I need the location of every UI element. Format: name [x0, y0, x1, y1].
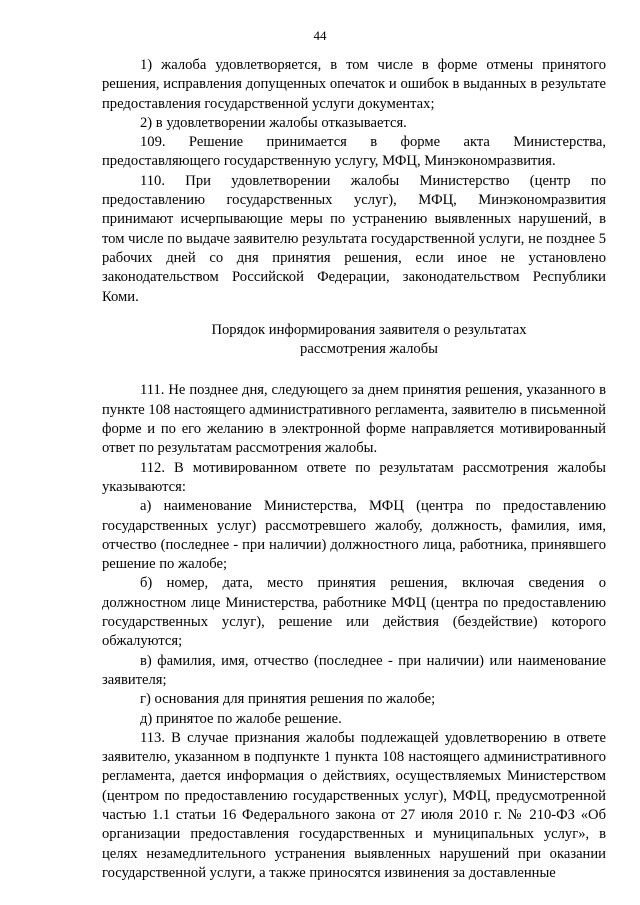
list-item-b: б) номер, дата, место принятия решения, включая сведения о должностном лице Министерства, работнике МФЦ (центра по предоставлению государственных услуг), решение или действия (бездействие) которого обжалуются;	[102, 575, 606, 650]
paragraph-109: 109. Решение принимается в форме акта Министерства, предоставляющего государственную услугу, МФЦ, Минэкономразвития.	[102, 134, 606, 170]
spacer	[102, 359, 606, 381]
paragraph-decision-satisfied: 1) жалоба удовлетворяется, в том числе в форме отмены принятого решения, исправления допущенных опечаток и ошибок в выданных в результате предоставления государственной услуги документах;	[102, 57, 606, 112]
paragraph-decision-refused: 2) в удовлетворении жалобы отказывается.	[140, 114, 407, 131]
page-number: 44	[313, 28, 327, 43]
paragraph-112: 112. В мотивированном ответе по результатам рассмотрения жалобы указываются:	[102, 459, 606, 495]
section-heading-line-2: рассмотрения жалобы	[300, 341, 438, 358]
list-item-a: а) наименование Министерства, МФЦ (центра по предоставлению государственных услуг) рассмотревшего жалобу, должность, фамилия, имя, отчество (последнее - при наличии) должностного лица, работника, принявшего решение по жалобе;	[102, 498, 606, 573]
list-item-v: в) фамилия, имя, отчество (последнее - при наличии) или наименование заявителя;	[102, 652, 606, 688]
list-item-g: г) основания для принятия решения по жалобе;	[140, 691, 436, 708]
section-heading	[102, 321, 606, 360]
list-item-d: д) принятое по жалобе решение.	[140, 710, 342, 727]
paragraph-110: 110. При удовлетворении жалобы Министерство (центр по предоставлению государственных услуг), МФЦ, Минэкономразвития принимают исчерпывающие меры по устранению выявленных нарушений, в том числе по выдаче заявителю результата государственной услуги, не позднее 5 рабочих дней со дня принятия решения, если иное не установлено законодательством Российской Федерации, законодательством Республики Коми.	[102, 172, 606, 305]
section-heading-line-1: Порядок информирования заявителя о результатах	[211, 321, 527, 338]
paragraph-111: 111. Не позднее дня, следующего за днем принятия решения, указанного в пункте 108 настоящего административного регламента, заявителю в письменной форме и по его желанию в электронной форме направляется мотивированный ответ по результатам рассмотрения жалобы.	[102, 382, 606, 457]
paragraph-113: 113. В случае признания жалобы подлежащей удовлетворению в ответе заявителю, указанном в подпункте 1 пункта 108 настоящего административного регламента, дается информация о действиях, осуществляемых Министерством (центром по предоставлению государственных услуг), МФЦ, предусмотренной частью 1.1 статьи 16 Федерального закона от 27 июля 2010 г. № 210-ФЗ «Об организации предоставления государственных и муниципальных услуг», в целях незамедлительного устранения выявленных нарушений при оказании государственной услуги, а также приносятся извинения за доставленные	[102, 729, 606, 881]
document-body	[102, 56, 606, 883]
